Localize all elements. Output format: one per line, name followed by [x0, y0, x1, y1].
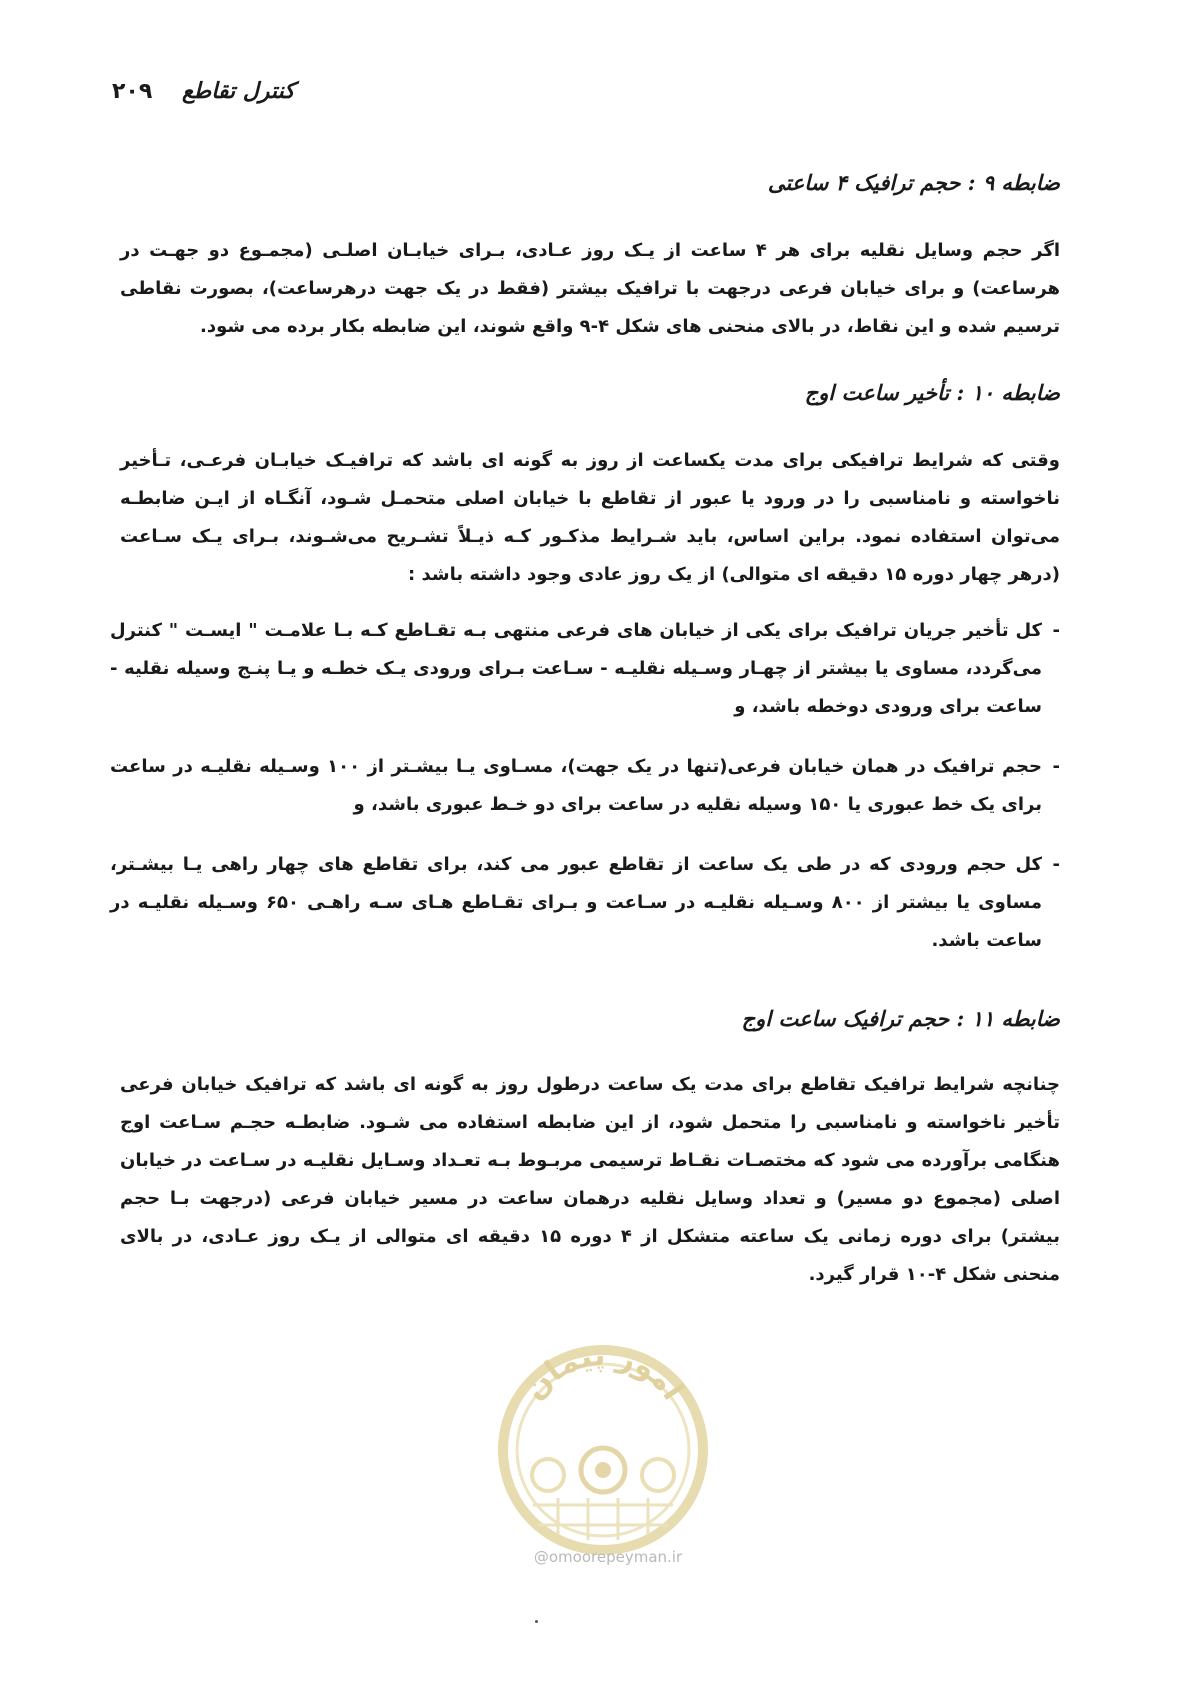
- condition-text: حجم ترافیک در همان خیابان فرعی(تنها در یک جهت)، مسـاوی یـا بیشـتر از ۱۰۰ وسـیله نقلیـه در ساعت برای یک خط عبوری یا ۱۵۰ وسیله نقلیه در ساعت برای دو خـط عبوری باشد، و: [110, 756, 1042, 815]
- criterion-10-paragraph: وقتی که شرایط ترافیکی برای مدت یکساعت از روز به گونه ای باشد که ترافیـک خیابـان فرعـی، تـأخیر ناخواسته و نامناسبی را در ورود یا عبور از تقاطع با خیابان اصلی متحمـل شـود، آنگـاه از ایـن ضابطـه می‌توان استفاده نمود. براین اساس، باید شـرایط مذکـور کـه ذیـلاً تشـریح می‌شـوند، بـرای یـک سـاعت (درهر چهار دوره ۱۵ دقیقه ای متوالی) از یک روز عادی وجود داشته باشد :: [120, 450, 1060, 585]
- condition-text: کل تأخیر جریان ترافیک برای یکی از خیابان های فرعی منتهی بـه تقـاطع کـه بـا علامـت " ایسـت " کنترل می‌گردد، مساوی یا بیشتر از چهـار وسـیله نقلیـه - سـاعت بـرای ورودی یـک خطـه و یـا پنـج وسیله نقلیه - ساعت برای ورودی دوخطه باشد، و: [110, 620, 1042, 717]
- watermark-logo-text: امور پیمان: [516, 1337, 691, 1407]
- condition-text: کل حجم ورودی که در طی یک ساعت از تقاطع عبور می کند، برای تقاطع های چهار راهی یـا بیشـتر، مساوی یا بیشتر از ۸۰۰ وسـیله نقلیـه در سـاعت و بـرای تقـاطع هـای سـه راهـی ۶۵۰ وسـیله نقلیـه در ساعت باشد.: [110, 854, 1043, 951]
- criterion-11-heading: ضابطه ۱۱ : حجم ترافیک ساعت اوج: [741, 1006, 1060, 1031]
- running-head: [112, 78, 312, 104]
- criterion-10-conditions: [110, 612, 1060, 982]
- watermark-website: @omoorepeyman.ir: [533, 1548, 683, 1566]
- condition-item: - کل حجم ورودی که در طی یک ساعت از تقاطع عبور می کند، برای تقاطع های چهار راهی یـا بیشـتر، مساوی یا بیشتر از ۸۰۰ وسـیله نقلیـه در سـاعت و بـرای تقـاطع هـای سـه راهـی ۶۵۰ وسـیله نقلیـه در ساعت باشد.: [110, 854, 1060, 951]
- criterion-10-heading: ضابطه ۱۰ : تأخیر ساعت اوج: [804, 380, 1060, 405]
- criterion-9-heading: ضابطه ۹ : حجم ترافیک ۴ ساعتی: [767, 170, 1060, 195]
- criterion-11-paragraph: چنانچه شرایط ترافیک تقاطع برای مدت یک ساعت درطول روز به گونه ای باشد که ترافیک خیابان فرعی تأخیر ناخواسته و نامناسبی را متحمل شود، از این ضابطه استفاده می شـود. ضابطـه حجـم سـاعت اوج هنگامی برآورده می شود که مختصـات نقـاط ترسیمی مربـوط بـه تعـداد وسـایل نقلیـه در سـاعت در خیابان اصلی (مجموع دو مسیر) و تعداد وسایل نقلیه درهمان ساعت در مسیر خیابان فرعی (درجهت بـا حجم بیشتر) برای دوره زمانی یک ساعته متشکل از ۴ دوره ۱۵ دقیقه ای متوالی از یـک روز عـادی، در بالای منحنی شکل ۴-۱۰ قرار گیرد.: [120, 1074, 1061, 1285]
- condition-item: - کل تأخیر جریان ترافیک برای یکی از خیابان های فرعی منتهی بـه تقـاطع کـه بـا علامـت " ایسـت " کنترل می‌گردد، مساوی یا بیشتر از چهـار وسـیله نقلیـه - سـاعت بـرای ورودی یـک خطـه و یـا پنـج وسیله نقلیه - ساعت برای ورودی دوخطه باشد، و: [110, 620, 1060, 717]
- page-speck: [535, 1620, 538, 1623]
- criterion-9-paragraph: اگر حجم وسایل نقلیه برای هر ۴ ساعت از یـک روز عـادی، بـرای خیابـان اصلـی (مجمـوع دو جهـت در هرساعت) و برای خیابان فرعی درجهت با ترافیک بیشتر (فقط در یک جهت درهرساعت)، بصورت نقاطی ترسیم شده و این نقاط، در بالای منحنی های شکل ۴-۹ واقع شوند، این ضابطه بکار برده می شود.: [120, 240, 1060, 337]
- chapter-title: کنترل تقاطع: [181, 78, 295, 104]
- condition-item: - حجم ترافیک در همان خیابان فرعی(تنها در یک جهت)، مسـاوی یـا بیشـتر از ۱۰۰ وسـیله نقلیـه در ساعت برای یک خط عبوری یا ۱۵۰ وسیله نقلیه در ساعت برای دو خـط عبوری باشد، و: [110, 756, 1060, 815]
- watermark-logo: [488, 1320, 718, 1570]
- page-number: ۲۰۹: [112, 79, 153, 104]
